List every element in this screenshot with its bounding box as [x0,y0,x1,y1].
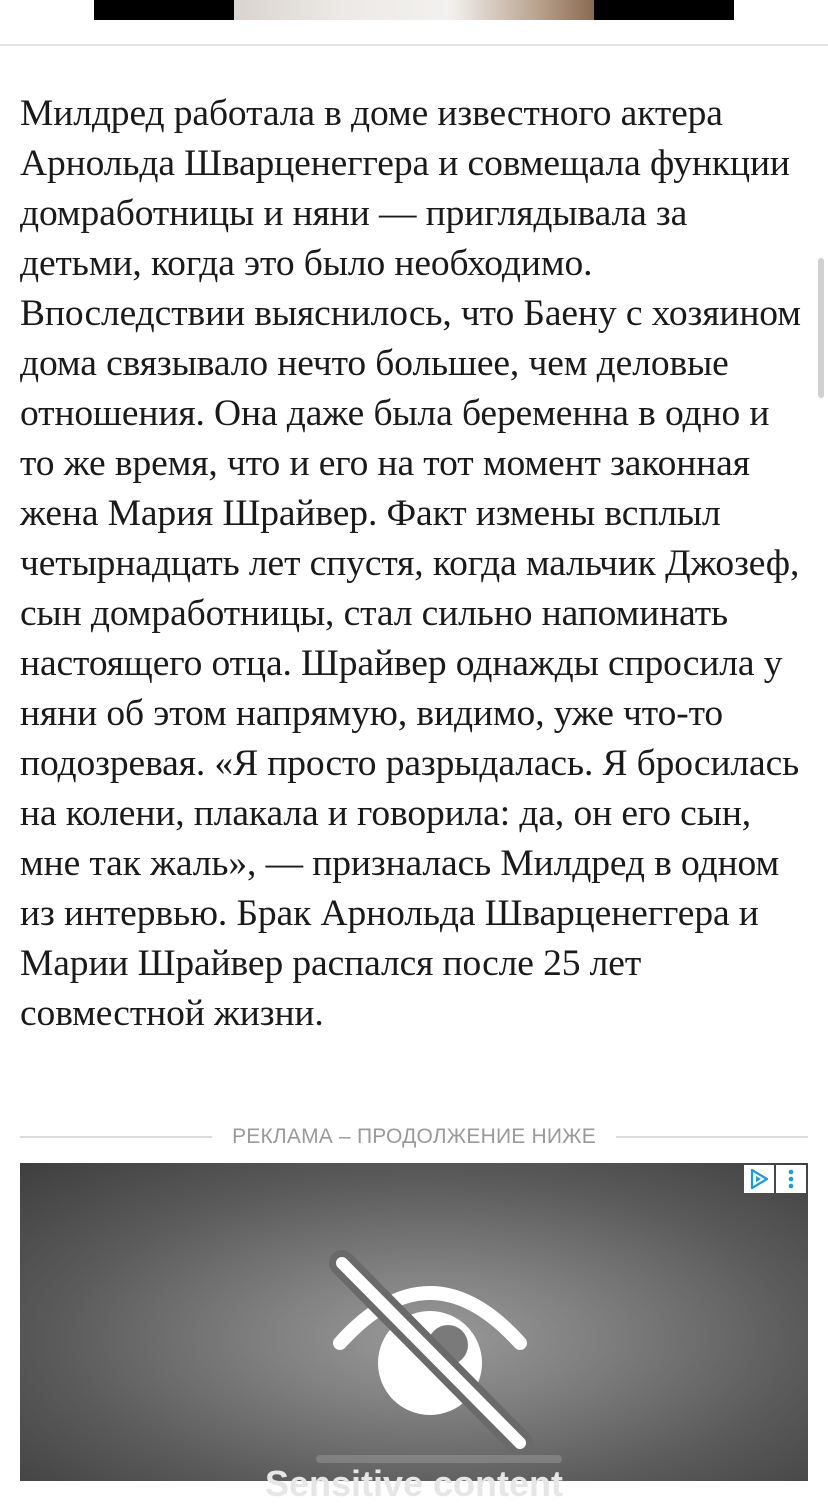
ad-caption: Sensitive content [264,1463,564,1504]
ad-divider-line-right [616,1136,808,1138]
more-options-icon [786,1168,796,1190]
ad-more-options-button[interactable] [776,1165,806,1193]
adchoices-button[interactable] [744,1165,774,1193]
ad-divider-line-left [20,1136,212,1138]
adchoices-icon [748,1168,770,1190]
ad-banner[interactable] [20,1163,808,1504]
hidden-content-icon [320,1253,540,1453]
scrollbar-thumb[interactable] [818,258,824,398]
article-paragraph: Милдред работала в доме известного актера Арнольда Шварценеггера и совмещала функции домработницы и няни — приглядывала за детьми, когда это было необходимо. Впоследствии выяснилось, что Баену с хозяином дома связывало нечто большее, чем деловые отношения. Она даже была беременна в одно и то же время, что и его на тот момент законная жена Мария Шрайвер. Факт измены всплыл четырнадцать лет спустя, когда мальчик Джозеф, сын домработницы, стал сильно напоминать настоящего отца. Шрайвер однажды спросила у няни об этом напрямую, видимо, уже что-то подозревая. «Я просто разрыдалась. Я бросилась на колени, плакала и говорила: да, он его сын, мне так жаль», — призналась Милдред в одном из интервью. Брак Арнольда Шварценеггера и Марии Шрайвер распался после 25 лет совместной жизни. [20,93,801,1034]
top-article-image [94,0,734,20]
ad-badges [744,1165,806,1193]
ad-divider-label: РЕКЛАМА – ПРОДОЛЖЕНИЕ НИЖЕ [232,1125,596,1148]
ad-progress-bar [316,1455,562,1463]
section-divider [0,44,828,46]
top-image-photo [234,0,594,20]
ad-divider [20,1122,808,1152]
